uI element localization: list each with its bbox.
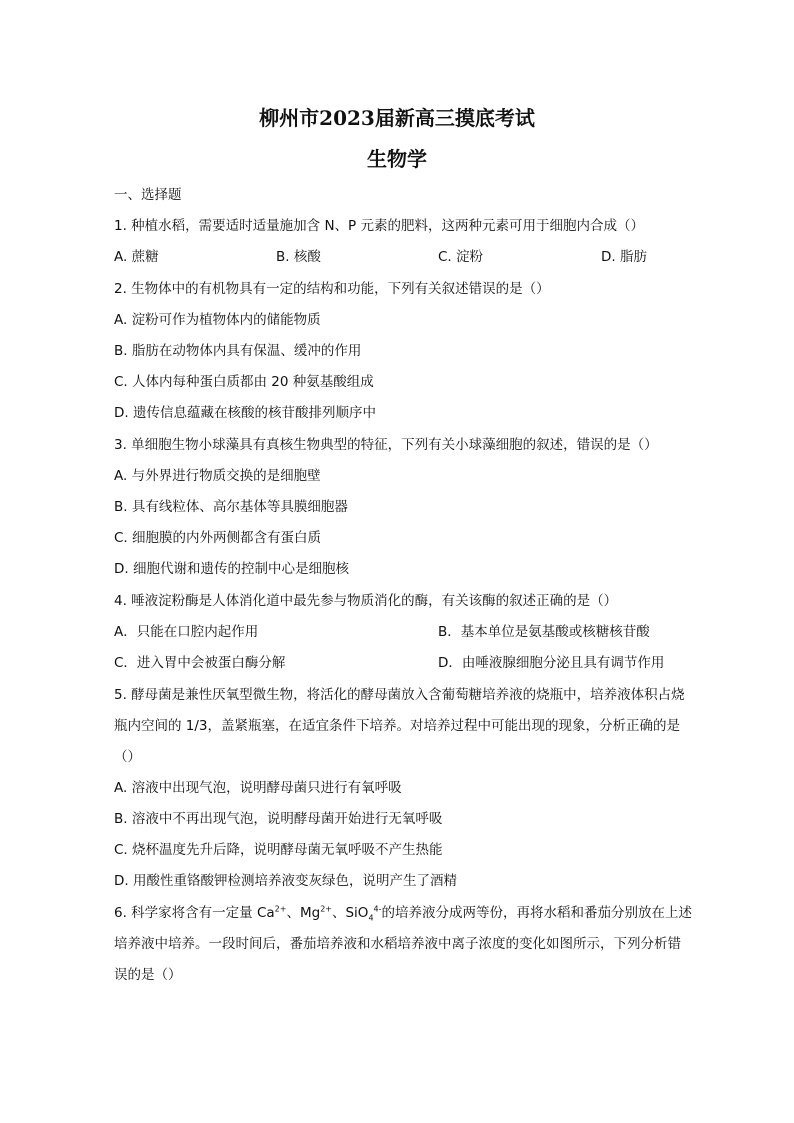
- question-1-option-b: B. 核酸: [276, 249, 321, 265]
- question-3-option-a: A. 与外界进行物质交换的是细胞壁: [114, 468, 321, 484]
- section-heading: 一、选择题: [114, 187, 182, 203]
- question-3-stem: 3. 单细胞生物小球藻具有真核生物典型的特征，下列有关小球藻细胞的叙述，错误的是（）: [114, 437, 658, 453]
- question-2-option-c: C. 人体内每种蛋白质都由 20 种氨基酸组成: [114, 374, 374, 390]
- silicate-charge: 4-: [373, 904, 382, 914]
- question-5-option-b: B. 溶液中不再出现气泡，说明酵母菌开始进行无氧呼吸: [114, 811, 443, 827]
- exam-subject: 生物学: [367, 147, 427, 171]
- question-4-option-b: B．基本单位是氨基酸或核糖核苷酸: [438, 624, 650, 640]
- question-6-stem-line-3: 误的是（）: [114, 967, 182, 983]
- question-1-option-d: D. 脂肪: [601, 249, 647, 265]
- q6-text-b: 、Mg: [286, 905, 321, 921]
- question-4-stem: 4. 唾液淀粉酶是人体消化道中最先参与物质消化的酶，有关该酶的叙述正确的是（）: [114, 593, 618, 609]
- calcium-charge: 2+: [274, 904, 287, 914]
- q6-text-c: 、SiO: [331, 905, 369, 921]
- question-5-stem-line-2: 瓶内空间的 1/3，盖紧瓶塞，在适宜条件下培养。对培养过程中可能出现的现象，分析正确的是: [114, 718, 681, 734]
- question-3-option-d: D. 细胞代谢和遗传的控制中心是细胞核: [114, 561, 349, 577]
- question-5-stem-line-1: 5. 酵母菌是兼性厌氧型微生物，将活化的酵母菌放入含葡萄糖培养液的烧瓶中，培养液体积占烧: [114, 687, 685, 703]
- question-5-stem-line-3: （）: [114, 749, 141, 765]
- silicate-subscript: 4: [368, 913, 374, 923]
- question-3-option-c: C. 细胞膜的内外两侧都含有蛋白质: [114, 530, 322, 546]
- question-6-stem-line-2: 培养液中培养。一段时间后，番茄培养液和水稻培养液中离子浓度的变化如图所示，下列分析错: [114, 936, 681, 952]
- question-5-option-a: A. 溶液中出现气泡，说明酵母菌只进行有氧呼吸: [114, 780, 402, 796]
- question-4-option-a: A．只能在口腔内起作用: [114, 624, 259, 640]
- question-1-stem: 1. 种植水稻，需要适时适量施加含 N、P 元素的肥料，这两种元素可用于细胞内合成（）: [114, 218, 644, 234]
- q6-text-a: 6. 科学家将含有一定量 Ca: [114, 905, 275, 921]
- magnesium-charge: 2+: [320, 904, 332, 914]
- exam-title: 柳州市2023届新高三摸底考试: [259, 106, 535, 130]
- question-4-option-c: C．进入胃中会被蛋白酶分解: [114, 655, 286, 671]
- question-2-option-b: B. 脂肪在动物体内具有保温、缓冲的作用: [114, 343, 362, 359]
- question-5-option-c: C. 烧杯温度先升后降，说明酵母菌无氧呼吸不产生热能: [114, 842, 443, 858]
- question-6-stem-line-1: [114, 904, 692, 922]
- question-3-option-b: B. 具有线粒体、高尔基体等具膜细胞器: [114, 499, 348, 515]
- question-2-option-d: D. 遗传信息蕴藏在核酸的核苷酸排列顺序中: [114, 405, 376, 421]
- question-4-option-d: D．由唾液腺细胞分泌且具有调节作用: [438, 655, 665, 671]
- question-5-option-d: D. 用酸性重铬酸钾检测培养液变灰绿色，说明产生了酒精: [114, 873, 457, 889]
- question-1-option-c: C. 淀粉: [438, 249, 484, 265]
- question-2-option-a: A. 淀粉可作为植物体内的储能物质: [114, 312, 321, 328]
- question-1-option-a: A. 蔗糖: [114, 249, 159, 265]
- question-2-stem: 2. 生物体中的有机物具有一定的结构和功能，下列有关叙述错误的是（）: [114, 281, 550, 297]
- q6-text-d: 的培养液分成两等份，再将水稻和番茄分别放在上述: [381, 905, 693, 921]
